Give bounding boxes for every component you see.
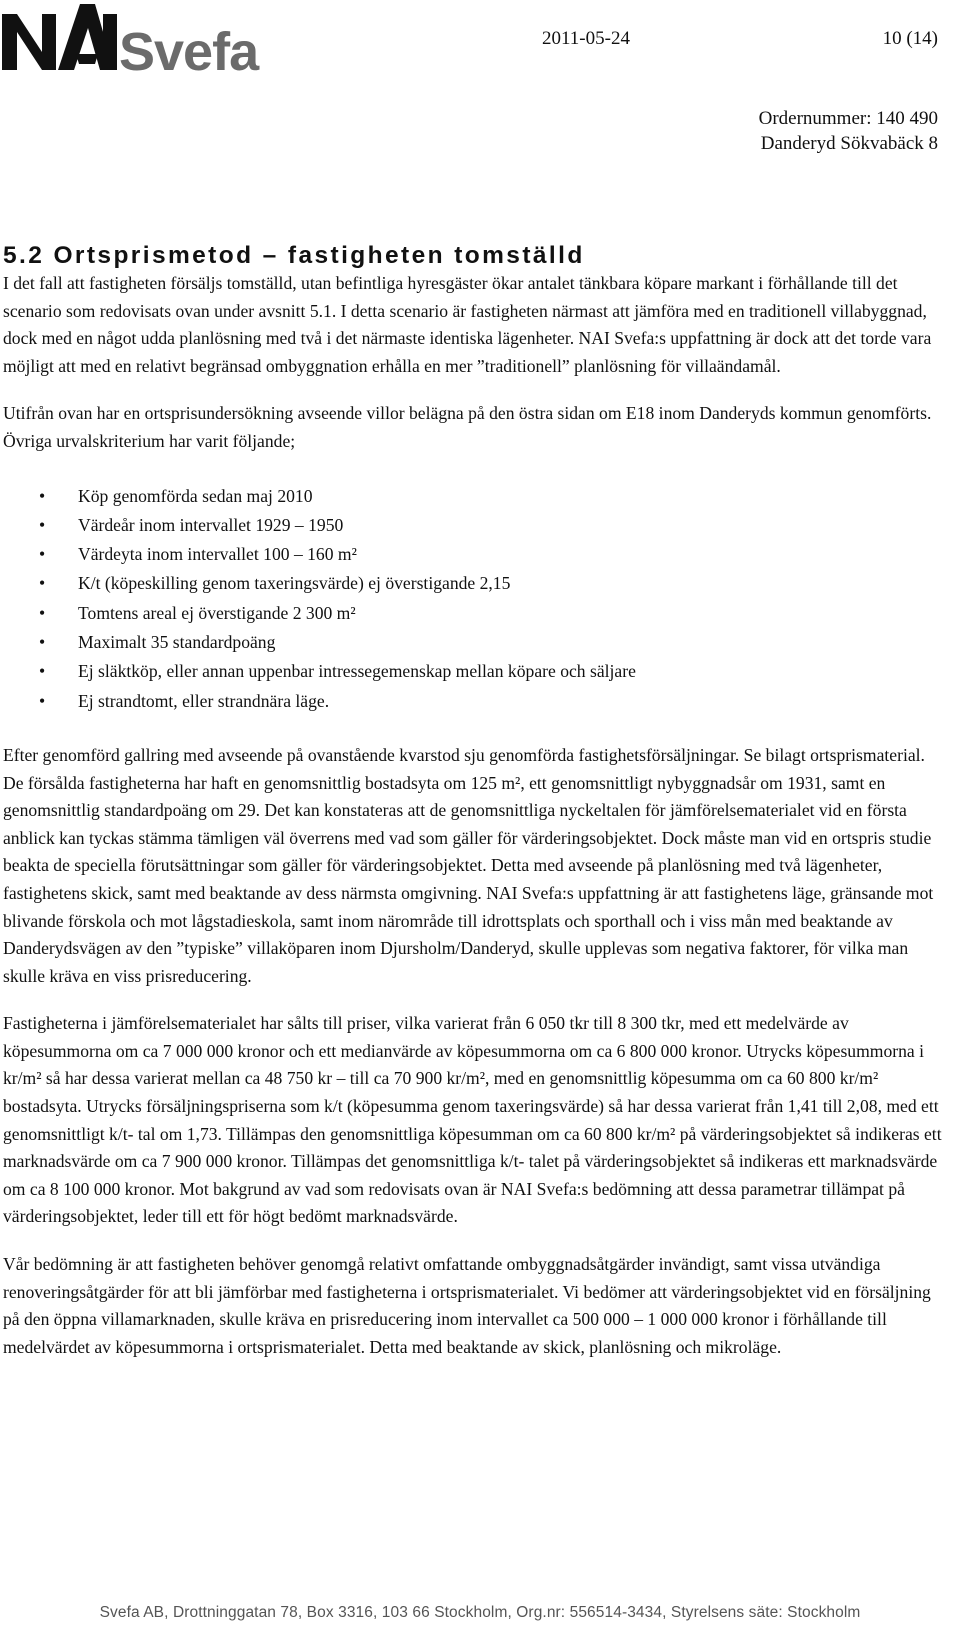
list-item: • Maximalt 35 standardpoäng [3, 628, 943, 657]
bullet-icon: • [39, 632, 46, 653]
order-info [759, 106, 938, 156]
list-item: • Värdeår inom intervallet 1929 – 1950 [3, 511, 943, 540]
bullet-icon: • [39, 514, 46, 535]
order-number: Ordernummer: 140 490 [758, 108, 938, 129]
paragraph-4: Fastigheterna i jämförelsematerialet har sålts till priser, vilka varierat från 6 050 tkr till 8 300 tkr, med ett medelvärde av köpesummorna om ca 7 000 000 kronor och ett medianvärde av köpesummorna om ca 6 800 000 kronor. Utrycks köpesummorna i kr/m² så har dessa varierat mellan ca 48 750 kr – till ca 70 900 kr/m², med en genomsnittlig köpesumma om ca 60 800 kr/m² bostadsyta. Utrycks försäljningspriserna som k/t (köpesumma genom taxeringsvärde) så har dessa varierat från 1,41 till 2,08, med ett genomsnittligt k/t- tal om 1,73. Tillämpas den genomsnittliga köpesumman om ca 60 800 kr/m² på värderingsobjektet så indikeras ett marknadsvärde om ca 7 900 000 kronor. Tillämpas det genomsnittliga k/t- talet på värderingsobjektet så indikeras ett marknadsvärde om ca 8 100 000 kronor. Mot bakgrund av vad som redovisats ovan är NAI Svefa:s bedömning att dessa parametrar tillämpat på värderingsobjektet, leder till ett för högt bedömt marknadsvärde. [3, 1013, 942, 1227]
bullet-icon: • [39, 602, 46, 623]
list-item: • Köp genomförda sedan maj 2010 [3, 482, 943, 511]
list-item: • Värdeyta inom intervallet 100 – 160 m² [3, 540, 943, 569]
paragraph-3: Efter genomförd gallring med avseende på ovanstående kvarstod sju genomförda fastighetsförsäljningar. Se bilagt ortsprismaterial. De försålda fastigheterna har haft en genomsnittlig bostadsyta om 125 m², ett genomsnittligt nybyggnadsår om 1931, samt en genomsnittlig standardpoäng om 29. Det kan konstateras att de genomsnittliga nyckeltalen för jämförelsematerialet vid en första anblick kan tyckas stämma tämligen väl överrens med vad som gäller för värderingsobjektet. Dock måste man vid en ortspris studie beakta de speciella förutsättningar som gäller för värderingsobjektet. Detta med avseende på planlösning med två lägenheter, fastighetens skick, samt med beaktande av dess närmsta omgivning. NAI Svefa:s uppfattning är att fastighetens läge, gränsande mot blivande förskola och mot lågstadieskola, samt inom närområde till idrottsplats och sporthall och i viss mån med beaktande av Danderydsvägen av den ”typiske” villaköparen inom Djursholm/Danderyd, skulle upplevas som negativa faktorer, för vilka man skulle kräva en viss prisreducering. [3, 744, 934, 986]
list-item: • K/t (köpeskilling genom taxeringsvärde) ej överstigande 2,15 [3, 569, 943, 598]
criteria-list [3, 482, 943, 716]
list-item: • Ej strandtomt, eller strandnära läge. [3, 687, 943, 716]
bullet-icon: • [39, 485, 46, 506]
list-item: • Ej släktköp, eller annan uppenbar intressegemenskap mellan köpare och säljare [3, 657, 943, 686]
paragraph-2: Utifrån ovan har en ortsprisundersökning avseende villor belägna på den östra sidan om E18 inom Danderyds kommun genomförts. Övriga urvalskriterium har varit följande; [3, 403, 932, 451]
document-date: 2011-05-24 [542, 28, 630, 49]
section-content [3, 242, 943, 1381]
page-footer: Svefa AB, Drottninggatan 78, Box 3316, 103 66 Stockholm, Org.nr: 556514-3434, Styrelsens säte: Stockholm [99, 1604, 861, 1621]
bullet-icon: • [39, 544, 46, 565]
nai-svefa-logo-mark [2, 4, 287, 76]
bullet-icon: • [39, 573, 46, 594]
page-number: 10 (14) [882, 28, 938, 49]
svg-text:Svefa: Svefa [119, 22, 259, 76]
nai-svefa-logo [2, 4, 287, 76]
paragraph-1: I det fall att fastigheten försäljs tomställd, utan befintliga hyresgäster ökar antalet tänkbara köpare markant i förhållande till det scenario som redovisats ovan under avsnitt 5.1. I detta scenario är fastigheten närmast att jämföra med en traditionell villabyggnad, dock med en något udda planlösning med två i det närmaste identiska lägenheter. NAI Svefa:s uppfattning är dock att det torde vara möjligt att med en relativt begränsad ombyggnation erhålla en mer ”traditionell” planlösning för villaändamål. [3, 273, 932, 376]
list-item: • Tomtens areal ej överstigande 2 300 m² [3, 599, 943, 628]
property-name: Danderyd Sökvabäck 8 [760, 133, 938, 154]
bullet-icon: • [39, 661, 46, 682]
paragraph-5: Vår bedömning är att fastigheten behöver genomgå relativt omfattande ombyggnadsåtgärder invändigt, samt vissa utvändiga renoveringsåtgärder för att bli jämförbar med fastigheterna i ortsprismaterialet. Vi bedömer att värderingsobjektet vid en försäljning på den öppna villamarknaden, skulle kräva en prisreducering inom intervallet ca 500 000 – 1 000 000 kronor i förhållande till medelvärdet av köpesummorna i ortsprismaterialet. Detta med beaktande av skick, planlösning och mikroläge. [3, 1254, 931, 1357]
bullet-icon: • [39, 690, 46, 711]
section-heading: 5.2 Ortsprismetod – fastigheten tomställd [3, 242, 585, 269]
